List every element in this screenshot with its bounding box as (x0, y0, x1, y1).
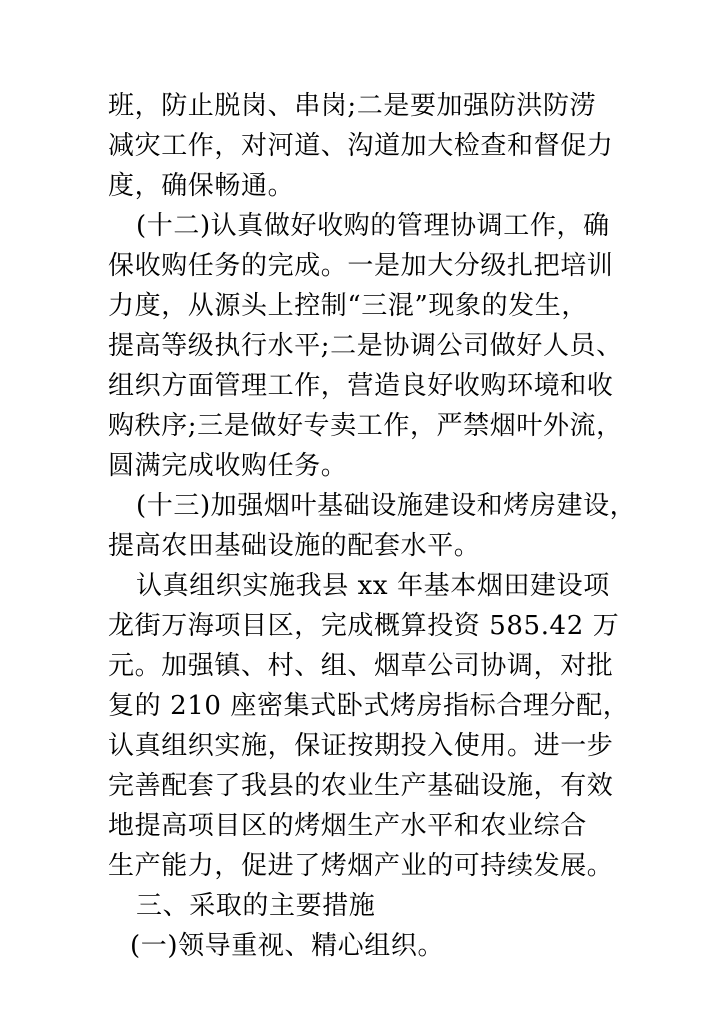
text-line: 地提高项目区的烤烟生产水平和农业综合 (108, 811, 587, 841)
section-heading-13: (十三)加强烟叶基础设施建设和烤房建设， (136, 491, 637, 521)
section-heading-3: 三、采取的主要措施 (136, 891, 376, 921)
text-line: 元。加强镇、村、组、烟草公司协调，对批 (108, 651, 614, 681)
text-line: 生产能力，促进了烤烟产业的可持续发展。 (108, 851, 614, 881)
text-line: 组织方面管理工作，营造良好收购环境和收 (108, 371, 614, 401)
text-line: 度，确保畅通。 (108, 171, 295, 201)
text-line: 复的 210 座密集式卧式烤房指标合理分配， (108, 691, 630, 721)
text-line: 圆满完成收购任务。 (108, 451, 348, 481)
text-line: 提高等级执行水平;二是协调公司做好人员、 (108, 331, 623, 361)
document-body (108, 86, 637, 966)
paragraph-start: 认真组织实施我县 xx 年基本烟田建设项 (136, 571, 610, 601)
text-line: 龙街万海项目区，完成概算投资 585.42 万 (108, 611, 620, 641)
text-line: 保收购任务的完成。一是加大分级扎把培训 (108, 251, 614, 281)
section-heading-12: (十二)认真做好收购的管理协调工作，确 (136, 211, 610, 241)
text-line: 完善配套了我县的农业生产基础设施，有效 (108, 771, 614, 801)
text-line: 减灾工作，对河道、沟道加大检查和督促力 (108, 131, 614, 161)
text-line: 购秩序;三是做好专卖工作，严禁烟叶外流， (108, 411, 623, 441)
text-line: 认真组织实施，保证按期投入使用。进一步 (108, 731, 614, 761)
text-line: 力度，从源头上控制“三混”现象的发生， (108, 291, 588, 321)
text-line: 提高农田基础设施的配套水平。 (108, 531, 481, 561)
subsection-heading-1: (一)领导重视、精心组织。 (130, 931, 445, 961)
text-line: 班，防止脱岗、串岗;二是要加强防洪防涝 (108, 91, 597, 121)
